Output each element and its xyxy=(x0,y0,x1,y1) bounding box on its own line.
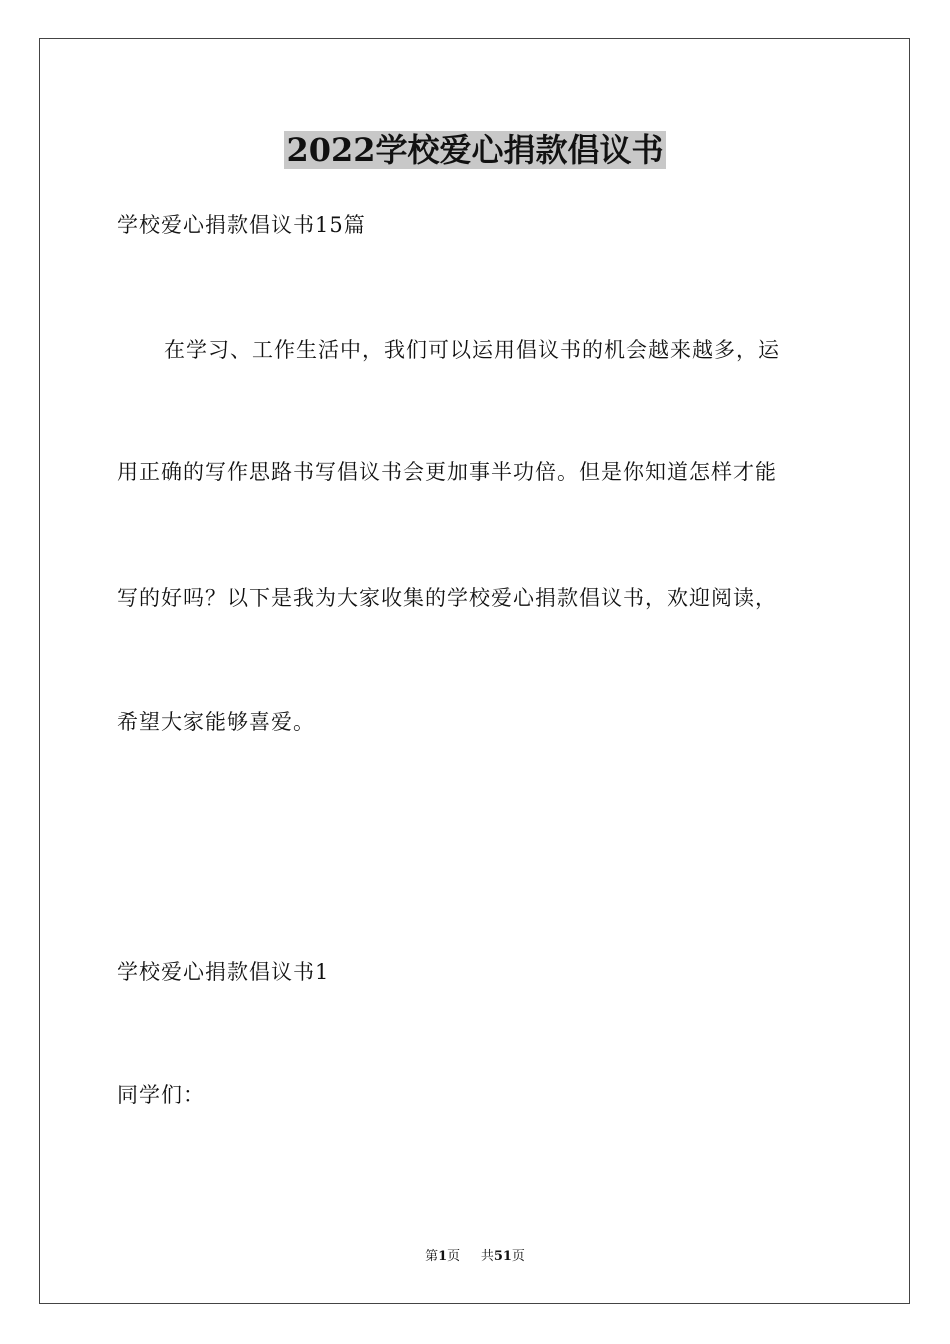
footer-total-suffix: 页 xyxy=(511,1249,525,1264)
section-heading: 学校爱心捐款倡议书1 xyxy=(117,960,330,984)
intro-line-3: 写的好吗？以下是我为大家收集的学校爱心捐款倡议书，欢迎阅读， xyxy=(117,586,777,610)
document-subtitle: 学校爱心捐款倡议书15篇 xyxy=(117,213,366,237)
footer-total-prefix: 共 xyxy=(480,1249,494,1264)
document-title-text: 2022学校爱心捐款倡议书 xyxy=(286,131,664,169)
footer-page-number: 1 xyxy=(438,1249,448,1264)
salutation: 同学们： xyxy=(117,1083,205,1107)
footer-total-pages: 51 xyxy=(493,1249,512,1264)
document-title xyxy=(0,128,950,172)
intro-line-2: 用正确的写作思路书写倡议书会更加事半功倍。但是你知道怎样才能 xyxy=(117,460,777,484)
footer-page-prefix: 第 xyxy=(425,1249,439,1264)
page-footer xyxy=(0,1247,950,1267)
footer-page-suffix: 页 xyxy=(447,1249,461,1264)
intro-line-1: 在学习、工作生活中，我们可以运用倡议书的机会越来越多，运 xyxy=(164,338,780,362)
intro-line-4: 希望大家能够喜爱。 xyxy=(117,710,315,734)
